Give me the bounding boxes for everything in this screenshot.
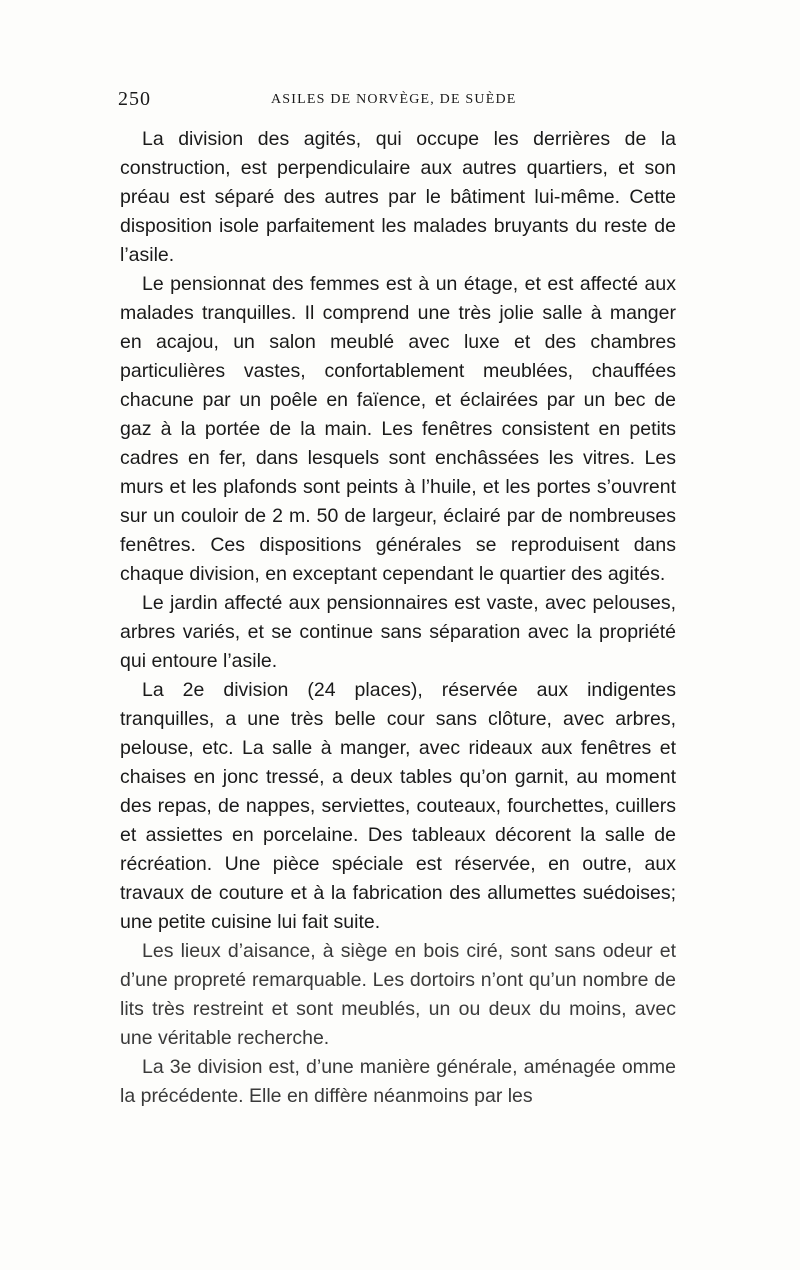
paragraph-jardin: Le jardin affecté aux pensionnaires est vaste, avec pelouses, arbres variés, et se continue sans séparation avec la propriété qui entoure l’asile. bbox=[120, 592, 676, 672]
running-title: ASILES DE NORVÈGE, DE SUÈDE bbox=[271, 92, 517, 107]
paragraph-pensionnat-femmes: Le pensionnat des femmes est à un étage, et est affecté aux malades tranquilles. Il comprend une très jolie salle à manger en acajou, un salon meublé avec luxe et des chambres particulières vastes, confortablement meublées, chauffées chacune par un poêle en faïence, et éclairées par un bec de gaz à la portée de la main. Les fenêtres consistent en petits cadres en fer, dans lesquels sont enchâssées les vitres. Les murs et les plafonds sont peints à l’huile, et les portes s’ouvrent sur un couloir de 2 m. 50 de largeur, éclairé par de nombreuses fenêtres. Ces dispositions générales se reproduisent dans chaque division, en exceptant cependant le quartier des agités. bbox=[120, 273, 676, 585]
body-text bbox=[120, 125, 676, 1111]
paragraph-troisieme-division: La 3e division est, d’une manière générale, aménagée omme la précédente. Elle en diffère néanmoins par les bbox=[120, 1056, 676, 1107]
page-number: 250 bbox=[118, 88, 151, 110]
running-head bbox=[118, 88, 676, 118]
paragraph-lieux-aisance: Les lieux d’aisance, à siège en bois ciré, sont sans odeur et d’une propreté remarquable. Les dortoirs n’ont qu’un nombre de lits très restreint et sont meublés, un ou deux du moins, avec une véritable recherche. bbox=[120, 940, 676, 1049]
paragraph-agites-division: La division des agités, qui occupe les derrières de la construction, est perpendiculaire aux autres quartiers, et son préau est séparé des autres par le bâtiment lui-même. Cette disposition isole parfaitement les malades bruyants du reste de l’asile. bbox=[120, 128, 676, 266]
paragraph-deuxieme-division: La 2e division (24 places), réservée aux indigentes tranquilles, a une très belle cour sans clôture, avec arbres, pelouse, etc. La salle à manger, avec rideaux aux fenêtres et chaises en jonc tressé, a deux tables qu’on garnit, au moment des repas, de nappes, serviettes, couteaux, fourchettes, cuillers et assiettes en porcelaine. Des tableaux décorent la salle de récréation. Une pièce spéciale est réservée, en outre, aux travaux de couture et à la fabrication des allumettes suédoises; une petite cuisine lui fait suite. bbox=[120, 679, 676, 933]
